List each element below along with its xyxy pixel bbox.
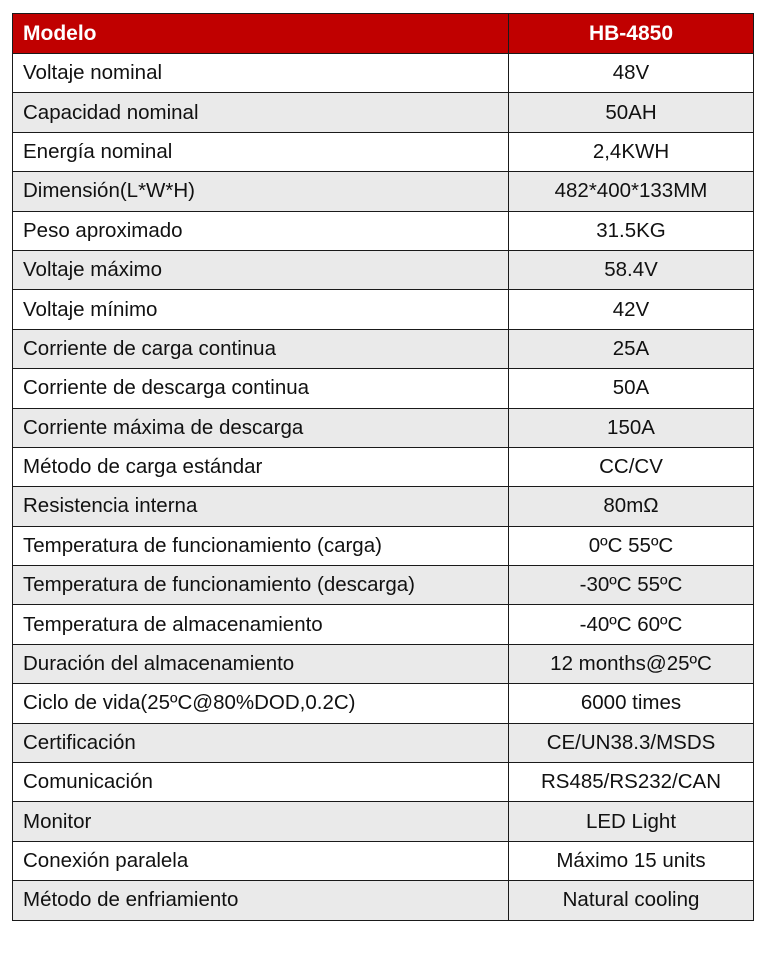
spec-label: Resistencia interna	[13, 487, 509, 526]
header-row	[13, 14, 754, 54]
spec-value: 482*400*133MM	[509, 172, 754, 211]
spec-label: Temperatura de funcionamiento (carga)	[13, 526, 509, 565]
header-model-value: HB-4850	[509, 14, 754, 54]
spec-value: 80mΩ	[509, 487, 754, 526]
spec-label: Duración del almacenamiento	[13, 644, 509, 683]
spec-label: Temperatura de funcionamiento (descarga)	[13, 566, 509, 605]
table-row	[13, 408, 754, 447]
spec-value: 0ºC 55ºC	[509, 526, 754, 565]
table-row	[13, 566, 754, 605]
table-row	[13, 93, 754, 132]
spec-value: Máximo 15 units	[509, 841, 754, 880]
table-row	[13, 172, 754, 211]
spec-table	[12, 13, 754, 921]
spec-value: 48V	[509, 54, 754, 93]
spec-label: Ciclo de vida(25ºC@80%DOD,0.2C)	[13, 684, 509, 723]
spec-label: Método de carga estándar	[13, 447, 509, 486]
table-row	[13, 290, 754, 329]
spec-value: 31.5KG	[509, 211, 754, 250]
table-row	[13, 841, 754, 880]
table-row	[13, 211, 754, 250]
table-row	[13, 447, 754, 486]
spec-label: Temperatura de almacenamiento	[13, 605, 509, 644]
table-row	[13, 54, 754, 93]
table-row	[13, 684, 754, 723]
spec-value: RS485/RS232/CAN	[509, 763, 754, 802]
spec-label: Peso aproximado	[13, 211, 509, 250]
table-row	[13, 763, 754, 802]
spec-value: Natural cooling	[509, 881, 754, 920]
spec-value: -30ºC 55ºC	[509, 566, 754, 605]
table-row	[13, 250, 754, 289]
table-row	[13, 369, 754, 408]
spec-value: 50AH	[509, 93, 754, 132]
header-label: Modelo	[13, 14, 509, 54]
spec-value: 6000 times	[509, 684, 754, 723]
spec-label: Energía nominal	[13, 132, 509, 171]
spec-label: Certificación	[13, 723, 509, 762]
spec-value: 50A	[509, 369, 754, 408]
table-row	[13, 802, 754, 841]
table-row	[13, 329, 754, 368]
table-header	[13, 14, 754, 54]
spec-value: 25A	[509, 329, 754, 368]
spec-label: Corriente de descarga continua	[13, 369, 509, 408]
spec-label: Voltaje mínimo	[13, 290, 509, 329]
spec-value: CC/CV	[509, 447, 754, 486]
spec-label: Monitor	[13, 802, 509, 841]
spec-value: CE/UN38.3/MSDS	[509, 723, 754, 762]
table-row	[13, 881, 754, 920]
spec-label: Voltaje nominal	[13, 54, 509, 93]
spec-label: Método de enfriamiento	[13, 881, 509, 920]
spec-value: -40ºC 60ºC	[509, 605, 754, 644]
spec-label: Capacidad nominal	[13, 93, 509, 132]
spec-label: Dimensión(L*W*H)	[13, 172, 509, 211]
spec-rows	[13, 54, 754, 921]
spec-value: 12 months@25ºC	[509, 644, 754, 683]
spec-label: Conexión paralela	[13, 841, 509, 880]
spec-value: 58.4V	[509, 250, 754, 289]
spec-value: 150A	[509, 408, 754, 447]
spec-value: LED Light	[509, 802, 754, 841]
table-row	[13, 723, 754, 762]
spec-value: 42V	[509, 290, 754, 329]
spec-label: Corriente máxima de descarga	[13, 408, 509, 447]
table-row	[13, 487, 754, 526]
table-row	[13, 644, 754, 683]
spec-label: Comunicación	[13, 763, 509, 802]
table-row	[13, 132, 754, 171]
table-row	[13, 526, 754, 565]
spec-label: Corriente de carga continua	[13, 329, 509, 368]
spec-label: Voltaje máximo	[13, 250, 509, 289]
spec-value: 2,4KWH	[509, 132, 754, 171]
table-row	[13, 605, 754, 644]
